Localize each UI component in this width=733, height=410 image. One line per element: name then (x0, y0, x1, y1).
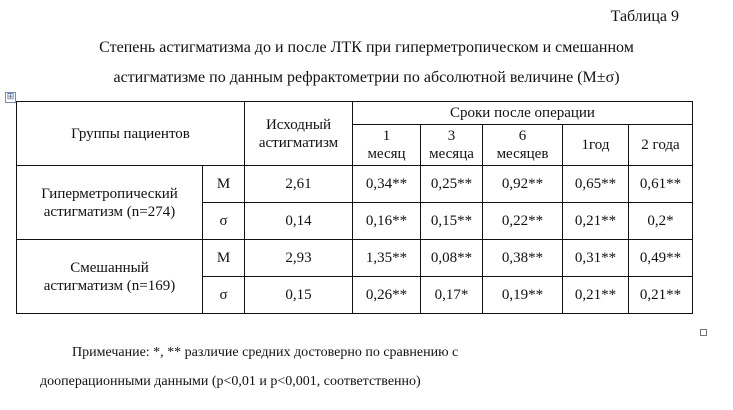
table-caption-line-2: астигматизме по данным рефрактометрии по абсолютной величине (M±σ) (113, 69, 620, 86)
period-header-line: месяцев (496, 146, 549, 162)
value-cell: 0,16** (353, 203, 421, 240)
period-header-line: 1 (382, 128, 391, 144)
periods-header-cell: Сроки после операции (353, 102, 693, 125)
period-header-1-month (353, 125, 421, 166)
baseline-value-cell: 0,15 (245, 277, 353, 314)
baseline-header-line-2: астигматизм (258, 134, 339, 151)
table-caption-line-1: Степень астигматизма до и после ЛТК при гиперметропическом и смешанном (99, 39, 634, 56)
value-cell: 0,21** (563, 203, 629, 240)
value-cell: 0,22** (483, 203, 563, 240)
group-name-line: астигматизм (n=169) (43, 277, 176, 294)
group-name-cell (17, 166, 203, 240)
value-cell: 0,26** (353, 277, 421, 314)
group-name-line: астигматизм (n=274) (43, 203, 176, 220)
period-header-line: месяц (367, 146, 406, 162)
value-cell: 1,35** (353, 240, 421, 277)
value-cell: 0,17* (421, 277, 483, 314)
value-cell: 0,15** (421, 203, 483, 240)
stat-label-cell: σ (203, 277, 245, 314)
group-header-cell: Группы пациентов (17, 102, 245, 166)
stat-label-cell: M (203, 166, 245, 203)
baseline-value-cell: 2,61 (245, 166, 353, 203)
value-cell: 0,19** (483, 277, 563, 314)
value-cell: 0,34** (353, 166, 421, 203)
period-header-3-months (421, 125, 483, 166)
value-cell: 0,92** (483, 166, 563, 203)
value-cell: 0,2* (629, 203, 693, 240)
period-header-line: месяца (429, 146, 474, 162)
group-name-line: Гиперметропический (41, 185, 178, 202)
table-row (17, 166, 693, 203)
astigmatism-table (16, 101, 693, 314)
period-header-1-year: 1год (563, 125, 629, 166)
value-cell: 0,21** (563, 277, 629, 314)
value-cell: 0,31** (563, 240, 629, 277)
table-move-handle-icon[interactable]: ⊞ (6, 92, 15, 102)
period-header-6-months (483, 125, 563, 166)
note-line-2: дооперационными данными (р<0,01 и р<0,001, соответственно) (40, 374, 421, 389)
value-cell: 0,25** (421, 166, 483, 203)
value-cell: 0,21** (629, 277, 693, 314)
period-header-line: 3 (447, 128, 456, 144)
stat-label-cell: σ (203, 203, 245, 240)
period-header-2-years: 2 года (629, 125, 693, 166)
table-resize-handle[interactable] (700, 329, 707, 336)
baseline-header-cell (245, 102, 353, 166)
value-cell: 0,65** (563, 166, 629, 203)
stat-label-cell: M (203, 240, 245, 277)
value-cell: 0,61** (629, 166, 693, 203)
baseline-value-cell: 2,93 (245, 240, 353, 277)
period-header-line: 6 (518, 128, 527, 144)
group-name-line: Смешанный (70, 259, 149, 276)
note-line-1: Примечание: *, ** различие средних достоверно по сравнению с (72, 345, 459, 360)
table-row (17, 240, 693, 277)
group-name-cell (17, 240, 203, 314)
header-row-1 (17, 102, 693, 125)
table-number: Таблица 9 (610, 8, 679, 25)
value-cell: 0,38** (483, 240, 563, 277)
baseline-header-line-1: Исходный (265, 116, 332, 133)
value-cell: 0,49** (629, 240, 693, 277)
value-cell: 0,08** (421, 240, 483, 277)
baseline-value-cell: 0,14 (245, 203, 353, 240)
